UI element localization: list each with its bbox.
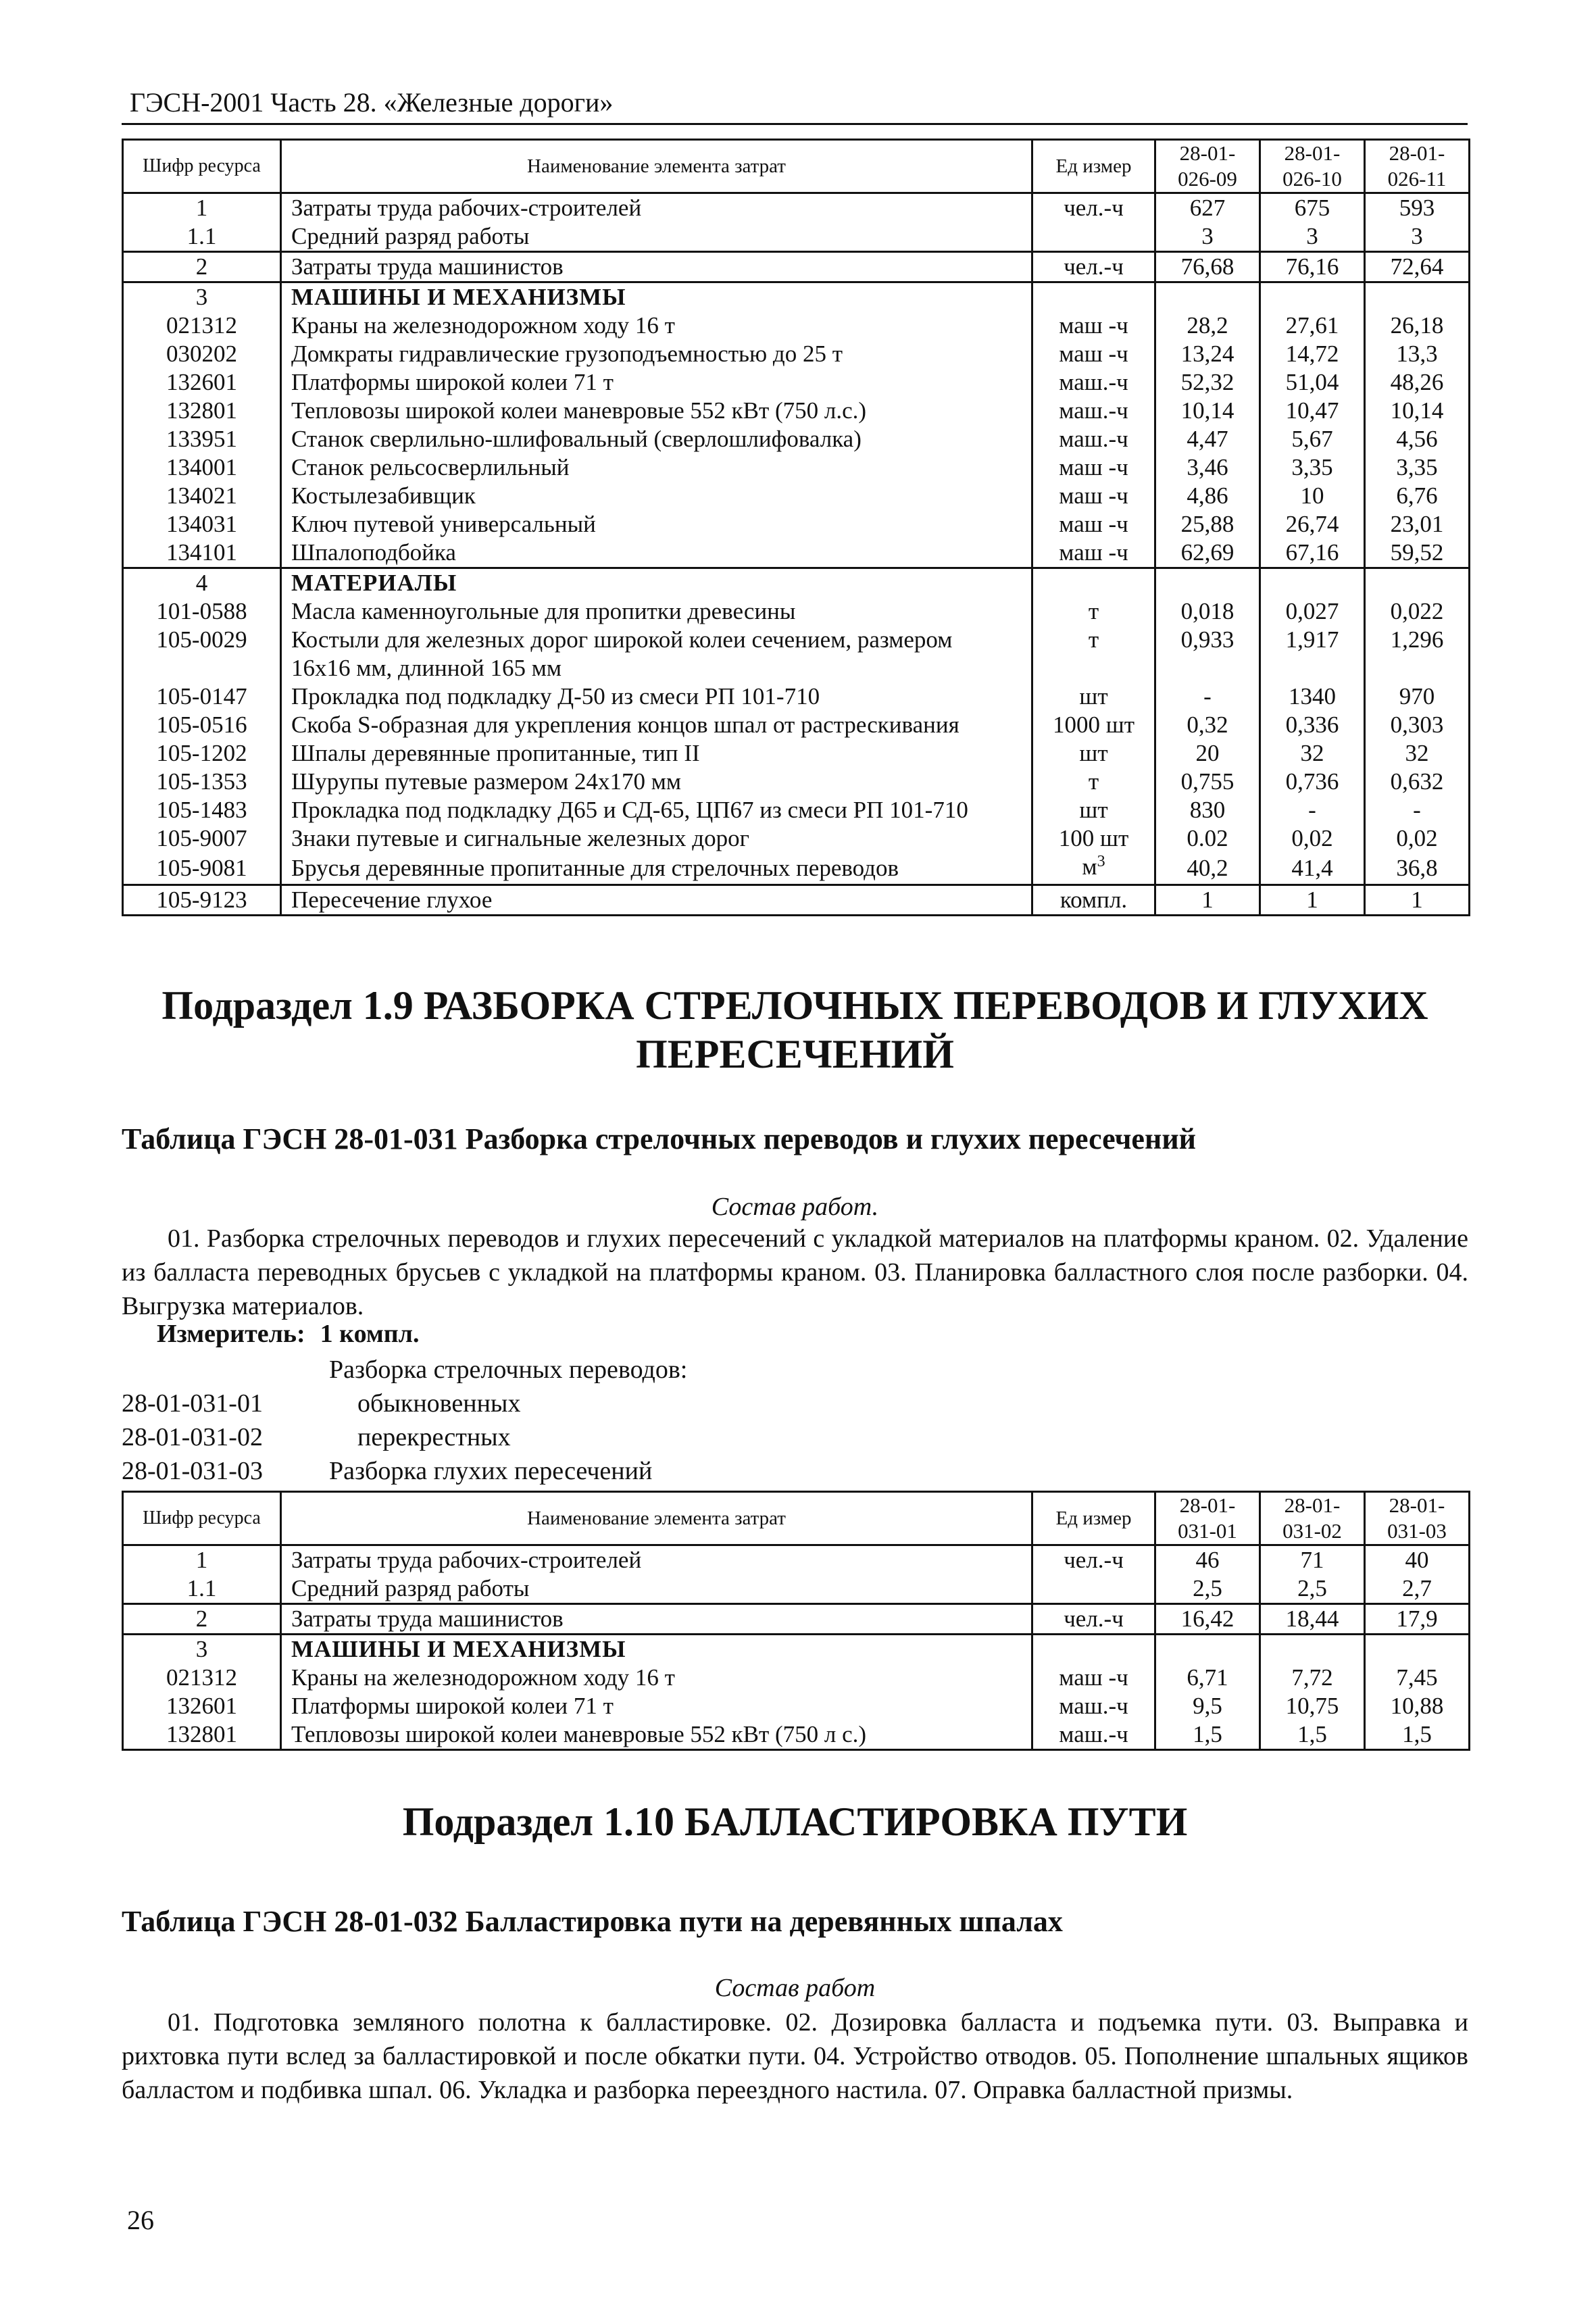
table-row: 1 Затраты труда рабочих-строителей чел.-ч 627 675 593: [123, 193, 1470, 223]
header-code: Шифр ресурса: [123, 1492, 281, 1545]
norm-variants: [122, 1353, 687, 1488]
work-composition-heading: Состав работ: [714, 1974, 876, 2002]
table-row: 134021 Костылезабивщик маш -ч 4,86 10 6,76: [123, 482, 1470, 510]
header-rule: [122, 123, 1468, 125]
table-row: 105-1353 Шурупы путевые размером 24х170 мм т 0,755 0,736 0,632: [123, 768, 1470, 796]
header-name: Наименование элемента затрат: [281, 1492, 1032, 1545]
subsection-title: Подраздел 1.9 РАЗБОРКА СТРЕЛОЧНЫХ ПЕРЕВОДОВ И ГЛУХИХ ПЕРЕСЕЧЕНИЙ: [161, 983, 1428, 1076]
table-row: 1.1 Средний разряд работы 3 3 3: [123, 222, 1470, 252]
meter-label: Измеритель:: [157, 1320, 305, 1348]
resource-table-28-01-031: [122, 1491, 1470, 1751]
table-row: 105-9081 Брусья деревянные пропитанные для стрелочных переводов $м^3$ 40,2 41,4 36,8: [123, 853, 1470, 885]
table-row: 132601 Платформы широкой колеи 71 т маш.-ч 52,32 51,04 48,26: [123, 368, 1470, 397]
header-code: Шифр ресурса: [123, 140, 281, 193]
page-number: 26: [127, 2205, 154, 2235]
meter-value: 1 компл.: [320, 1320, 420, 1348]
header-norm-code: 28-01- 026-11: [1365, 140, 1470, 193]
running-header: ГЭСН-2001 Часть 28. «Железные дороги»: [130, 87, 614, 118]
work-composition-heading: Состав работ.: [711, 1193, 879, 1221]
table-row: 105-9007 Знаки путевые и сигнальные железных дорог 100 шт 0.02 0,02 0,02: [123, 824, 1470, 853]
table-title: Таблица ГЭСН 28-01-031 Разборка стрелочных переводов и глухих пересечений: [122, 1122, 1197, 1155]
header-norm-code: 28-01- 026-10: [1260, 140, 1365, 193]
table-row: 105-1483 Прокладка под подкладку Д65 и СД-65, ЦП67 из смеси РП 101-710 шт 830 - -: [123, 796, 1470, 824]
table-section-row: 3 МАШИНЫ И МЕХАНИЗМЫ: [123, 282, 1470, 312]
header-norm-code: 28-01- 031-03: [1365, 1492, 1470, 1545]
table-row: 021312 Краны на железнодорожном ходу 16 т маш -ч 28,2 27,61 26,18: [123, 312, 1470, 340]
list-item: 28-01-031-02 перекрестных: [122, 1423, 511, 1451]
variant-group-label: Разборка стрелочных переводов:: [329, 1355, 688, 1384]
table-row: 105-9123 Пересечение глухое компл. 1 1 1: [123, 885, 1470, 916]
list-item: 28-01-031-03 Разборка глухих пересечений: [122, 1457, 653, 1485]
table-row: 105-0029 Костыли для железных дорог широкой колеи сечением, размером т 0,933 1,917 1,296: [123, 626, 1470, 654]
table-row: 132801 Тепловозы широкой колеи маневровые 552 кВт (750 л.с.) маш.-ч 10,14 10,47 10,14: [123, 397, 1470, 425]
table-row: 101-0588 Масла каменноугольные для пропитки древесины т 0,018 0,027 0,022: [123, 597, 1470, 626]
header-norm-code: 28-01- 031-01: [1155, 1492, 1260, 1545]
table-section-row: 3 МАШИНЫ И МЕХАНИЗМЫ: [123, 1635, 1470, 1664]
table-row-continuation: 16х16 мм, длинной 165 мм: [123, 654, 1470, 682]
table-row: 1 Затраты труда рабочих-строителей чел.-ч 46 71 40: [123, 1545, 1470, 1575]
table-row: 105-0147 Прокладка под подкладку Д-50 из смеси РП 101-710 шт - 1340 970: [123, 682, 1470, 711]
table-row: 2 Затраты труда машинистов чел.-ч 76,68 76,16 72,64: [123, 252, 1470, 282]
table-row: 134101 Шпалоподбойка маш -ч 62,69 67,16 59,52: [123, 539, 1470, 568]
meter-line: [157, 1319, 419, 1349]
subsection-title: Подраздел 1.10 БАЛЛАСТИРОВКА ПУТИ: [402, 1799, 1188, 1844]
header-unit: Ед измер: [1032, 1492, 1155, 1545]
table-title: Таблица ГЭСН 28-01-032 Балластировка пути на деревянных шпалах: [122, 1905, 1063, 1938]
table-row: 134001 Станок рельсосверлильный маш -ч 3,46 3,35 3,35: [123, 453, 1470, 482]
work-composition-text: 01. Разборка стрелочных переводов и глухих пересечений с укладкой материалов на платформы краном. 02. Удаление из балласта переводных брусьев с укладкой на платформы краном. 03. Планировка балластного слоя после разборки. 04. Выгрузка материалов.: [122, 1224, 1468, 1320]
header-unit: Ед измер: [1032, 140, 1155, 193]
work-composition-text: 01. Подготовка земляного полотна к балластировке. 02. Дозировка балласта и подъемка пути. 03. Выправка и рихтовка пути вслед за балластировкой и после обкатки пути. 04. Устройство отводов. 05. Пополнение шпальных ящиков балластом и подбивка шпал. 06. Укладка и разборка переездного настила. 07. Оправка балластной призмы.: [122, 2008, 1468, 2104]
table-section-row: 4 МАТЕРИАЛЫ: [123, 568, 1470, 598]
table-row: 2 Затраты труда машинистов чел.-ч 16,42 18,44 17,9: [123, 1604, 1470, 1635]
table-row: 105-0516 Скоба S-образная для укрепления концов шпал от растрескивания 1000 шт 0,32 0,336 0,303: [123, 711, 1470, 739]
resource-table-28-01-026: [122, 139, 1470, 916]
header-norm-code: 28-01- 031-02: [1260, 1492, 1365, 1545]
table-row: 1.1 Средний разряд работы 2,5 2,5 2,7: [123, 1574, 1470, 1604]
header-norm-code: 28-01- 026-09: [1155, 140, 1260, 193]
list-item: 28-01-031-01 обыкновенных: [122, 1389, 521, 1418]
table-row: 133951 Станок сверлильно-шлифовальный (сверлошлифовалка) маш.-ч 4,47 5,67 4,56: [123, 425, 1470, 453]
table-row: 030202 Домкраты гидравлические грузоподъемностью до 25 т маш -ч 13,24 14,72 13,3: [123, 340, 1470, 368]
table-row: 105-1202 Шпалы деревянные пропитанные, тип II шт 20 32 32: [123, 739, 1470, 768]
table-row: 021312 Краны на железнодорожном ходу 16 т маш -ч 6,71 7,72 7,45: [123, 1664, 1470, 1692]
header-name: Наименование элемента затрат: [281, 140, 1032, 193]
table-row: 132601 Платформы широкой колеи 71 т маш.-ч 9,5 10,75 10,88: [123, 1692, 1470, 1720]
table-row: 134031 Ключ путевой универсальный маш -ч 25,88 26,74 23,01: [123, 510, 1470, 539]
table-row: 132801 Тепловозы широкой колеи маневровые 552 кВт (750 л с.) маш.-ч 1,5 1,5 1,5: [123, 1720, 1470, 1750]
